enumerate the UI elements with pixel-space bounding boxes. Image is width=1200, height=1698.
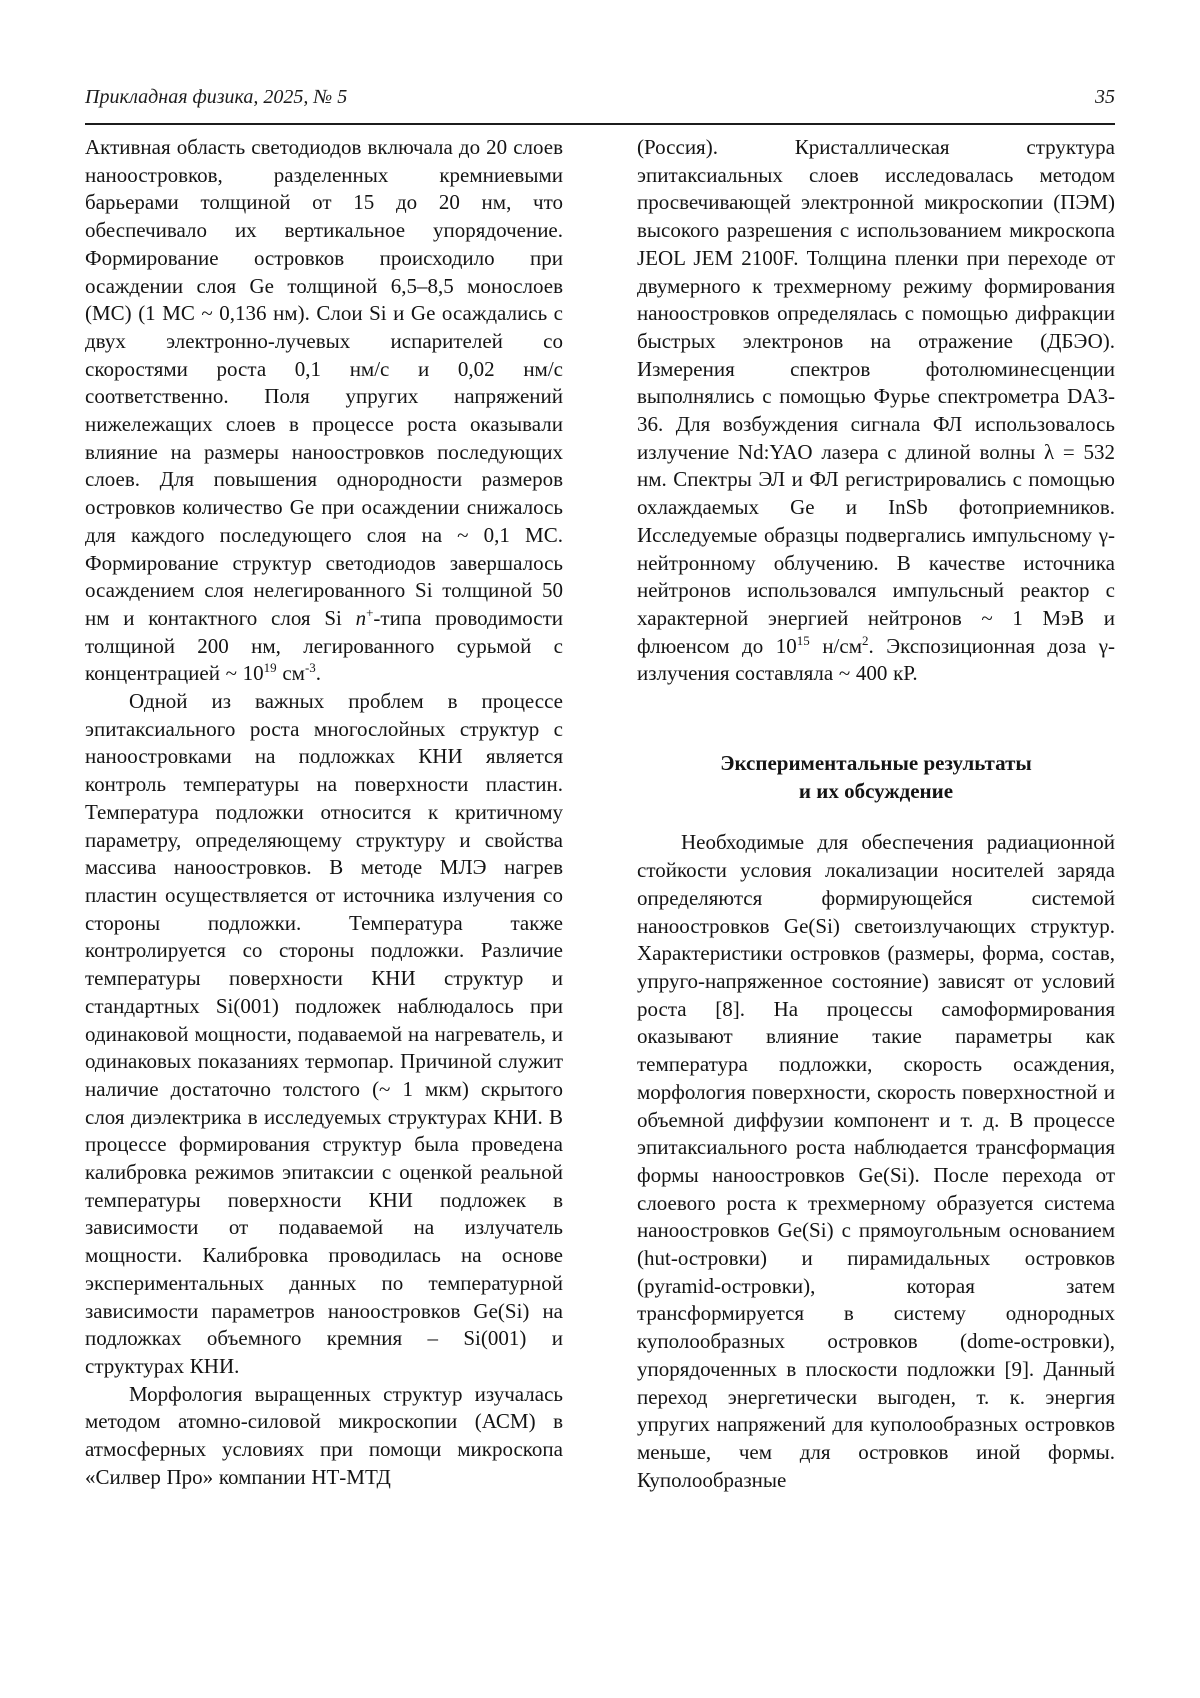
page-number: 35 [1095, 86, 1115, 108]
right-column [637, 134, 1115, 1494]
superscript-exponent: -3 [304, 660, 316, 676]
paragraph-selfassembly: Необходимые для обеспечения радиационной стойкости условия локализации носителей заряда определяются формирующейся системой наноостровков Ge(Si) светоизлучающих структур. Характеристики островков (размеры, форма, состав, упруго-напряженное состояние) зависят от условий роста [8]. На процессы самоформирования оказывают влияние такие параметры как температура подложки, скорость осаждения, морфология поверхности, скорость поверхностной и объемной диффузии компонент и т. д. В процессе эпитаксиального роста наблюдается трансформация формы наноостровков Ge(Si). После перехода от слоевого роста к трехмерному образуется система наноостровков Ge(Si) с прямоугольным основанием (hut-островки) и пирамидальных островков (pyramid-островки), которая затем трансформируется в систему однородных куполообразных островков (dome-островки), упорядоченных в плоскости подложки [9]. Данный переход энергетически выгоден, т. к. энергия упругих напряжений для куполообразных островков меньше, чем для островков иной формы. Куполообразные [637, 830, 1115, 1492]
text-segment: см [276, 661, 305, 686]
text-segment: (Россия). Кристаллическая структура эпитаксиальных слоев исследовалась методом просвечивающей электронной микроскопии (ПЭМ) высокого разрешения с использованием микроскопа JEOL JEM 2100F. Толщина пленки при переходе от двумерного к трехмерному режиму формирования наноостровков определялась с помощью дифракции быстрых электронов на отражение (ДБЭО). Измерения спектров фотолюминесценции выполнялись с помощью Фурье спектрометра DA3-36. Для возбуждения сигнала ФЛ использовалось излучение Nd:YAO лазера с длиной волны λ = 532 нм. Спектры ЭЛ и ФЛ регистрировались с помощью охлаждаемых Ge и InSb фотоприемников. Исследуемые образцы подвергались импульсному γ-нейтронному облучению. В качестве источника нейтронов использовался импульсный реактор с характерной энергией нейтронов ~ 1 МэВ и флюенсом до 10 [637, 135, 1115, 658]
section-heading-line1: Экспериментальные результаты [720, 751, 1032, 776]
section-heading-line2: и их обсуждение [798, 778, 954, 803]
paragraph-morphology: Морфология выращенных структур изучалась методом атомно-силовой микроскопии (АСМ) в атмосферных условиях при помощи микроскопа «Силвер Про» компании НТ-МТД [85, 1381, 563, 1489]
page-header [85, 86, 1115, 108]
header-rule [85, 123, 1115, 125]
text-segment: Активная область светодиодов включала до 20 слоев наноостровков, разделенных кремниевыми барьерами толщиной от 15 до 20 нм, что обеспечивало их вертикальное упорядочение. Формирование островков происходило при осаждении слоя Ge толщиной 6,5–8,5 монослоев (МС) (1 МС ~ 0,136 нм). Слои Si и Ge осаждались с двух электронно-лучевых испарителей со скоростями роста 0,1 нм/с и 0,02 нм/с соответственно. Поля упругих напряжений нижележащих слоев в процессе роста оказывали влияние на размеры наноостровков последующих слоев. Для повышения однородности размеров островков количество Ge при осаждении снижалось для каждого последующего слоя на ~ 0,1 МС. Формирование структур светодиодов завершалось осаждением слоя нелегированного Si толщиной 50 нм и контактного слоя Si [85, 135, 563, 630]
text-segment: . [315, 661, 322, 686]
superscript-exponent: 2 [862, 632, 869, 648]
text-segment: . Экспозиционная доза γ-излучения составляла ~ 400 кР. [637, 633, 1115, 686]
left-column [85, 134, 563, 1494]
section-heading [637, 750, 1115, 805]
superscript-exponent: 15 [796, 632, 810, 648]
paragraph-temperature-control: Одной из важных проблем в процессе эпитаксиального роста многослойных структур с наноостровками на подложках КНИ является контроль температуры на поверхности пластин. Температура подложки относится к критичному параметру, определяющему структуру и свойства массива наноостровков. В методе МЛЭ нагрев пластин осуществляется от источника излучения со стороны подложки. Температура также контролируется со стороны подложки. Различие температуры поверхности КНИ структур и стандартных Si(001) подложек наблюдалось при одинаковой мощности, подаваемой на нагреватель, и одинаковых показаниях термопар. Причиной служит наличие достаточно толстого (~ 1 мкм) скрытого слоя диэлектрика в исследуемых структурах КНИ. В процессе формирования структур была проведена калибровка режимов эпитаксии с оценкой реальной температуры поверхности КНИ подложек в зависимости от подаваемой на излучатель мощности. Калибровка проводилась на основе экспериментальных данных по температурной зависимости параметров наноостровков Ge(Si) на подложках объемного кремния – Si(001) и структурах КНИ. [85, 689, 563, 1378]
paragraph-active-area [85, 134, 563, 688]
superscript-plus: + [366, 604, 374, 620]
text-segment: -типа проводимости толщиной 200 нм, легированного сурьмой с концентрацией ~ 10 [85, 605, 564, 686]
two-column-body [85, 134, 1115, 1494]
italic-n: n [355, 605, 367, 630]
journal-title: Прикладная физика, 2025, № 5 [85, 86, 348, 108]
text-segment: н/см [809, 633, 862, 658]
superscript-exponent: 19 [263, 660, 277, 676]
paragraph-characterization [637, 134, 1115, 688]
